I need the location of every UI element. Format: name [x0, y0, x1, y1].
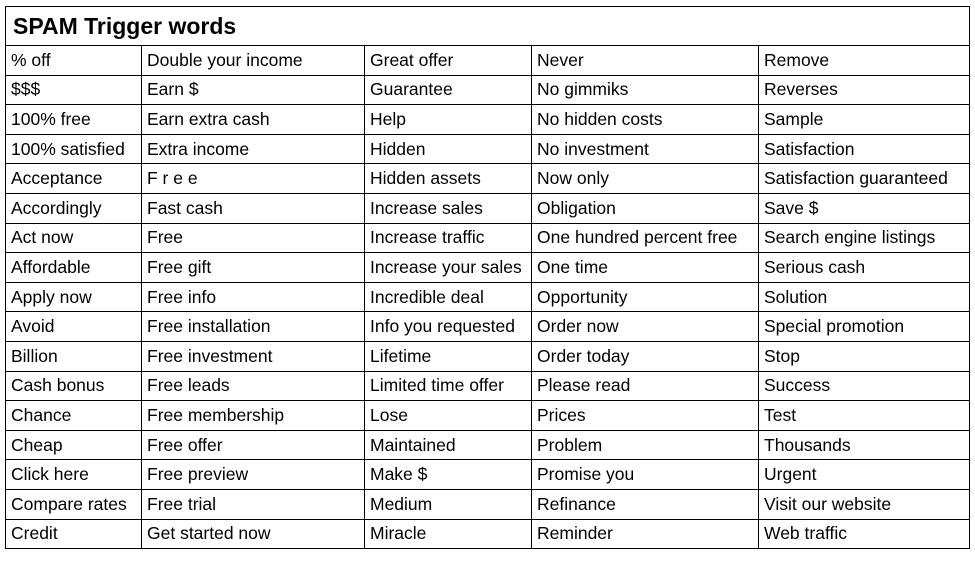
- table-row: [6, 164, 970, 194]
- table-row: [6, 193, 970, 223]
- table-cell: Chance: [6, 401, 142, 431]
- table-cell: Free membership: [142, 401, 365, 431]
- table-cell: Free offer: [142, 430, 365, 460]
- table-cell: Lifetime: [365, 341, 532, 371]
- table-cell: Now only: [532, 164, 759, 194]
- table-cell: Increase sales: [365, 193, 532, 223]
- table-cell: Avoid: [6, 312, 142, 342]
- table-cell: Billion: [6, 341, 142, 371]
- table-cell: 100% free: [6, 105, 142, 135]
- table-body: [6, 46, 970, 549]
- table-cell: Apply now: [6, 282, 142, 312]
- table-cell: Cash bonus: [6, 371, 142, 401]
- table-cell: Incredible deal: [365, 282, 532, 312]
- table-cell: No gimmiks: [532, 75, 759, 105]
- table-cell: Earn extra cash: [142, 105, 365, 135]
- table-cell: Search engine listings: [759, 223, 970, 253]
- table-row: [6, 460, 970, 490]
- table-title: SPAM Trigger words: [6, 7, 970, 46]
- table-cell: Make $: [365, 460, 532, 490]
- table-cell: F r e e: [142, 164, 365, 194]
- table-cell: Cheap: [6, 430, 142, 460]
- table-cell: Promise you: [532, 460, 759, 490]
- table-cell: Order now: [532, 312, 759, 342]
- table-cell: Accordingly: [6, 193, 142, 223]
- table-cell: Info you requested: [365, 312, 532, 342]
- table-cell: Hidden assets: [365, 164, 532, 194]
- title-row: [6, 7, 970, 46]
- table-cell: Maintained: [365, 430, 532, 460]
- table-cell: Free leads: [142, 371, 365, 401]
- table-cell: Never: [532, 46, 759, 76]
- table-cell: Guarantee: [365, 75, 532, 105]
- table-cell: Increase your sales: [365, 253, 532, 283]
- table-cell: Free preview: [142, 460, 365, 490]
- table-cell: 100% satisfied: [6, 134, 142, 164]
- table-cell: One hundred percent free: [532, 223, 759, 253]
- table-cell: Reverses: [759, 75, 970, 105]
- table-cell: Remove: [759, 46, 970, 76]
- table-cell: Web traffic: [759, 519, 970, 549]
- table-cell: Reminder: [532, 519, 759, 549]
- table-row: [6, 223, 970, 253]
- table-cell: Act now: [6, 223, 142, 253]
- table-cell: Serious cash: [759, 253, 970, 283]
- table-cell: Limited time offer: [365, 371, 532, 401]
- table-cell: No hidden costs: [532, 105, 759, 135]
- table-row: [6, 519, 970, 549]
- spam-trigger-words-table: [5, 6, 970, 549]
- table-cell: Acceptance: [6, 164, 142, 194]
- table-cell: Visit our website: [759, 489, 970, 519]
- table-cell: Hidden: [365, 134, 532, 164]
- table-cell: Obligation: [532, 193, 759, 223]
- table-cell: Fast cash: [142, 193, 365, 223]
- table-cell: Earn $: [142, 75, 365, 105]
- table-cell: Please read: [532, 371, 759, 401]
- table-cell: Free info: [142, 282, 365, 312]
- table-cell: Stop: [759, 341, 970, 371]
- table-cell: Miracle: [365, 519, 532, 549]
- table-cell: One time: [532, 253, 759, 283]
- table-row: [6, 371, 970, 401]
- table-cell: Satisfaction guaranteed: [759, 164, 970, 194]
- table-cell: Special promotion: [759, 312, 970, 342]
- table-cell: Free gift: [142, 253, 365, 283]
- table-cell: Free investment: [142, 341, 365, 371]
- table-row: [6, 489, 970, 519]
- table-cell: Compare rates: [6, 489, 142, 519]
- table-cell: Free installation: [142, 312, 365, 342]
- table-cell: Free: [142, 223, 365, 253]
- table-cell: Satisfaction: [759, 134, 970, 164]
- table-row: [6, 312, 970, 342]
- table-cell: Prices: [532, 401, 759, 431]
- table-cell: Save $: [759, 193, 970, 223]
- table-cell: Affordable: [6, 253, 142, 283]
- table-cell: $$$: [6, 75, 142, 105]
- table-cell: Sample: [759, 105, 970, 135]
- table-row: [6, 341, 970, 371]
- table-cell: Get started now: [142, 519, 365, 549]
- table-row: [6, 253, 970, 283]
- table-cell: Increase traffic: [365, 223, 532, 253]
- table-row: [6, 75, 970, 105]
- table-cell: Opportunity: [532, 282, 759, 312]
- table-cell: Extra income: [142, 134, 365, 164]
- table-cell: Order today: [532, 341, 759, 371]
- table-row: [6, 401, 970, 431]
- table-cell: Lose: [365, 401, 532, 431]
- table-cell: Click here: [6, 460, 142, 490]
- table-row: [6, 134, 970, 164]
- table-row: [6, 46, 970, 76]
- table-cell: Solution: [759, 282, 970, 312]
- table-cell: % off: [6, 46, 142, 76]
- table-cell: Help: [365, 105, 532, 135]
- table-cell: Test: [759, 401, 970, 431]
- table-cell: Success: [759, 371, 970, 401]
- table-cell: Medium: [365, 489, 532, 519]
- table-cell: Free trial: [142, 489, 365, 519]
- table-row: [6, 430, 970, 460]
- table-cell: Great offer: [365, 46, 532, 76]
- table-cell: No investment: [532, 134, 759, 164]
- table-cell: Credit: [6, 519, 142, 549]
- table-cell: Urgent: [759, 460, 970, 490]
- table-cell: Thousands: [759, 430, 970, 460]
- table-cell: Double your income: [142, 46, 365, 76]
- table-row: [6, 282, 970, 312]
- table-cell: Refinance: [532, 489, 759, 519]
- table-row: [6, 105, 970, 135]
- table-cell: Problem: [532, 430, 759, 460]
